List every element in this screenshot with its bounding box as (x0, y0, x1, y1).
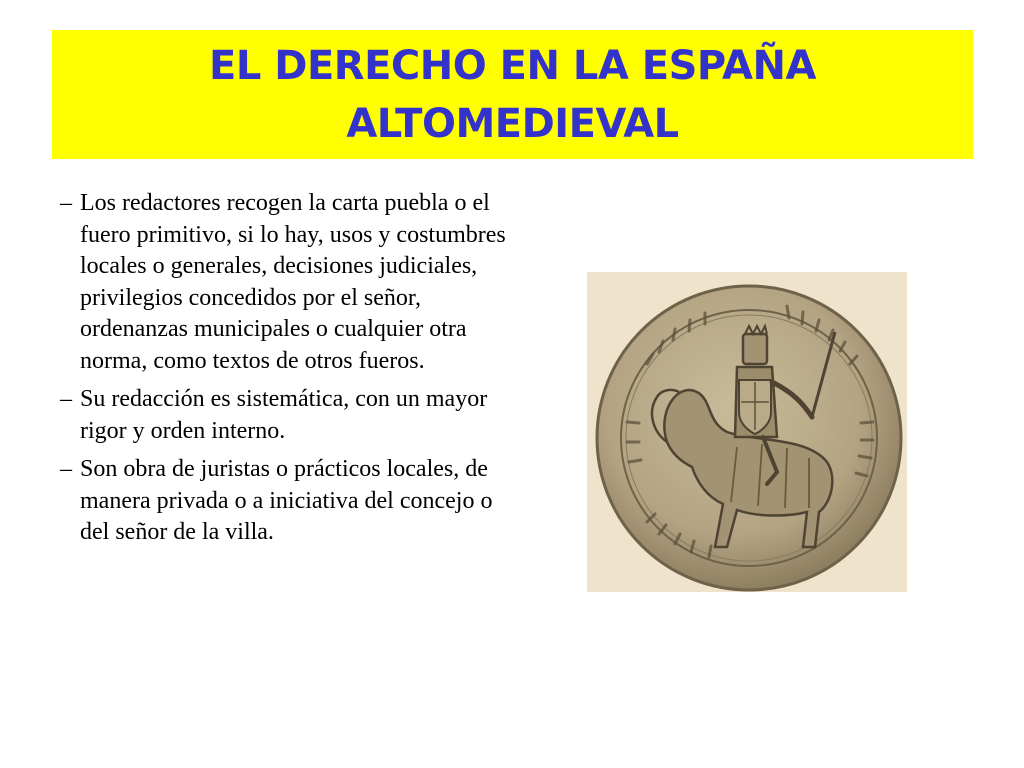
title-banner (52, 30, 973, 159)
title-line-1: EL DERECHO EN LA ESPAÑA (209, 42, 816, 89)
title-line-2: ALTOMEDIEVAL (346, 100, 679, 147)
bullet-item-1 (60, 188, 510, 377)
bullet-list (60, 188, 510, 556)
bullet-dash: – (60, 456, 72, 482)
seal-image (587, 272, 907, 592)
bullet-item-2 (60, 384, 510, 447)
bullet-item-3 (60, 454, 510, 549)
equestrian-seal-icon (587, 272, 907, 592)
bullet-text-1: Los redactores recogen la carta puebla o el fuero primitivo, si lo hay, usos y costumbres locales o generales, decisiones judiciales, privilegios concedidos por el señor, ordenanzas municipales o cualquier otra norma, como textos de otros fueros. (80, 190, 506, 374)
bullet-text-2: Su redacción es sistemática, con un mayor rigor y orden interno. (80, 386, 488, 444)
bullet-dash: – (60, 386, 72, 412)
bullet-text-3: Son obra de juristas o prácticos locales, de manera privada o a iniciativa del concejo o del señor de la villa. (80, 456, 493, 545)
bullet-dash: – (60, 190, 72, 216)
